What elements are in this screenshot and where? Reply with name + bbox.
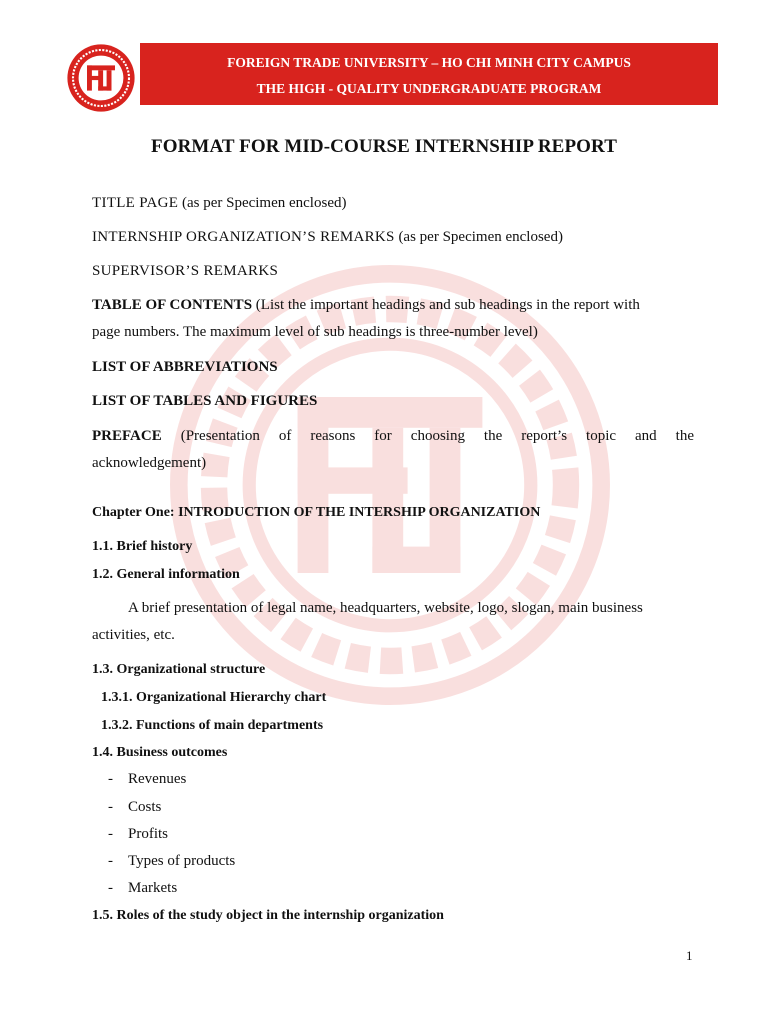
item-toc-line2: page numbers. The maximum level of sub headings is three-number level) (92, 324, 538, 340)
chapter-title: INTRODUCTION OF THE INTERSHIP ORGANIZATION (178, 505, 541, 520)
university-seal-icon (66, 43, 136, 113)
chapter-heading (92, 505, 540, 521)
item-title-page (92, 195, 346, 212)
list-item-text: Markets (128, 880, 178, 896)
page-number: 1 (686, 948, 693, 963)
item-note: (Presentation of reasons for choosing the report’s topic and the (161, 428, 694, 444)
item-org-remarks (92, 229, 563, 246)
section-1-2-body-line1: A brief presentation of legal name, headquarters, website, logo, slogan, main business (128, 600, 643, 616)
item-head: PREFACE (92, 428, 162, 444)
item-preface (92, 428, 694, 445)
header-line-1: FOREIGN TRADE UNIVERSITY – HO CHI MINH CITY CAMPUS (227, 55, 631, 70)
item-head: INTERNSHIP ORGANIZATION’S REMARKS (92, 229, 395, 245)
section-1-4: 1.4. Business outcomes (92, 745, 228, 760)
section-1-5: 1.5. Roles of the study object in the internship organization (92, 908, 444, 923)
item-head: TABLE OF CONTENTS (92, 297, 253, 313)
list-item (108, 799, 161, 816)
section-1-2-body-line2: activities, etc. (92, 627, 175, 643)
item-supervisor-remarks (92, 263, 278, 280)
document-title: FORMAT FOR MID-COURSE INTERNSHIP REPORT (151, 136, 617, 157)
item-note: (as per Specimen enclosed) (394, 229, 563, 245)
section-1-3-2: 1.3.2. Functions of main departments (101, 718, 324, 733)
list-item (108, 826, 168, 843)
list-item (108, 853, 235, 870)
bullet-dash: - (108, 826, 113, 842)
bullet-dash: - (108, 799, 113, 815)
item-abbreviations: LIST OF ABBREVIATIONS (92, 359, 278, 375)
bullet-dash: - (108, 853, 113, 869)
list-item (108, 880, 177, 897)
section-1-3-1: 1.3.1. Organizational Hierarchy chart (101, 690, 327, 705)
section-1-3: 1.3. Organizational structure (92, 662, 266, 677)
item-toc (92, 297, 640, 314)
item-note: (as per Specimen enclosed) (178, 195, 347, 211)
item-note: (List the important headings and sub headings in the report with (252, 297, 640, 313)
item-head: TITLE PAGE (92, 195, 179, 211)
item-head: SUPERVISOR’S REMARKS (92, 263, 279, 279)
list-item (108, 771, 186, 788)
item-preface-line2: acknowledgement) (92, 455, 207, 471)
list-item-text: Profits (128, 826, 169, 842)
bullet-dash: - (108, 771, 113, 787)
list-item-text: Costs (128, 799, 162, 815)
bullet-dash: - (108, 880, 113, 896)
header-line-2: THE HIGH - QUALITY UNDERGRADUATE PROGRAM (256, 81, 602, 96)
section-1-1: 1.1. Brief history (92, 539, 193, 554)
header-banner (140, 43, 718, 105)
chapter-label: Chapter One: (92, 505, 179, 520)
list-item-text: Revenues (128, 771, 187, 787)
section-1-2: 1.2. General information (92, 567, 240, 582)
item-tables-figures: LIST OF TABLES AND FIGURES (92, 393, 318, 409)
list-item-text: Types of products (128, 853, 236, 869)
